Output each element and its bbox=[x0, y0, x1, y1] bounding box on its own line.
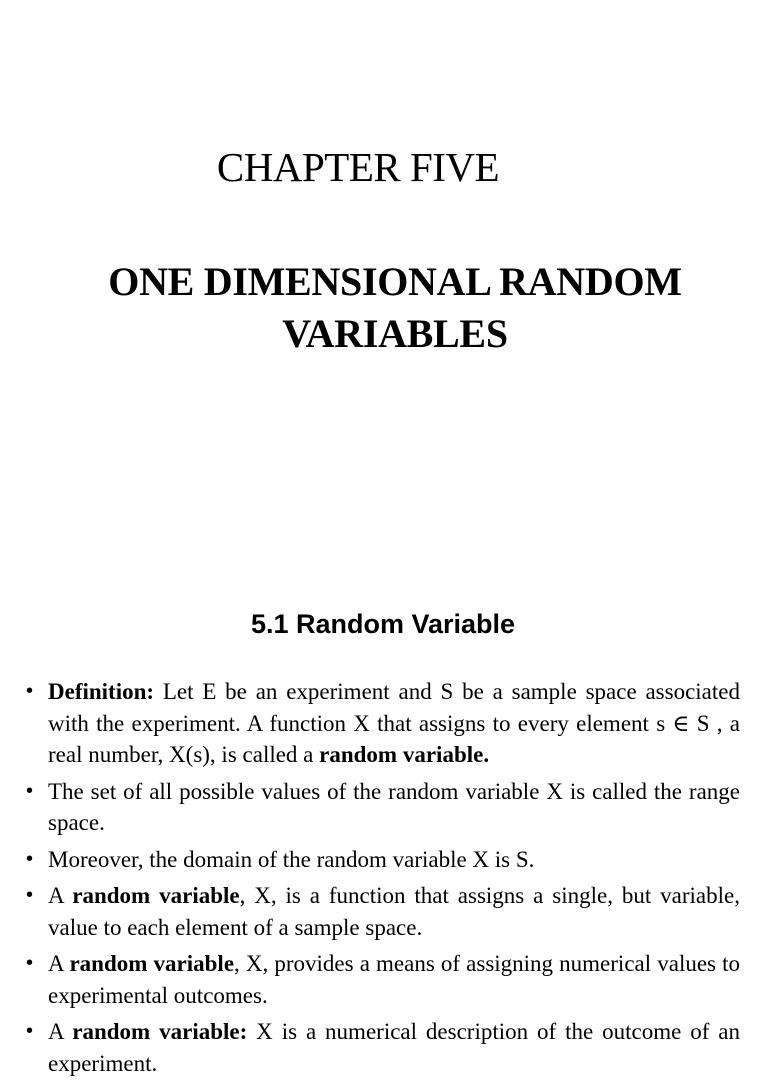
bullet-numerical-description bbox=[26, 1016, 740, 1079]
bullet-function bbox=[26, 880, 740, 943]
bullet-text: X is a numerical description of the outcome of an experiment. bbox=[48, 1019, 740, 1076]
bullet-list bbox=[26, 676, 740, 1084]
chapter-title-line-2: VARIABLES bbox=[282, 311, 508, 356]
bullet-bold: random variable bbox=[72, 883, 240, 908]
bullet-definition bbox=[26, 676, 740, 771]
bullet-pre: A bbox=[48, 1019, 73, 1044]
bullet-pre: A bbox=[48, 951, 70, 976]
bullet-text: , X, provides a means of assigning numerical values to experimental outcomes. bbox=[48, 951, 741, 1008]
bullet-tail-bold: random variable. bbox=[319, 742, 490, 767]
section-heading: 5.1 Random Variable bbox=[250, 609, 516, 639]
bullet-range-space bbox=[26, 776, 740, 839]
chapter-label: CHAPTER FIVE bbox=[216, 144, 500, 190]
bullet-lead-bold: Definition: bbox=[48, 679, 155, 704]
bullet-numerical-values bbox=[26, 948, 740, 1011]
bullet-bold: random variable bbox=[69, 951, 235, 976]
chapter-title bbox=[40, 256, 750, 360]
chapter-title-line-1: ONE DIMENSIONAL RANDOM bbox=[108, 259, 682, 304]
bullet-domain bbox=[26, 844, 740, 876]
bullet-text: Let E be an experiment and S be a sample space associated with the experiment. A function X that assigns to every element s ∈ S , a real number, X(s), is called a bbox=[48, 679, 740, 767]
bullet-text: Moreover, the domain of the random variable X is S. bbox=[48, 846, 535, 872]
bullet-text: , X, is a function that assigns a single, but variable, value to each element of a sample space. bbox=[48, 883, 740, 940]
bullet-text: The set of all possible values of the random variable X is called the range space. bbox=[48, 778, 740, 835]
bullet-bold: random variable: bbox=[72, 1019, 248, 1044]
bullet-pre: A bbox=[48, 883, 73, 908]
